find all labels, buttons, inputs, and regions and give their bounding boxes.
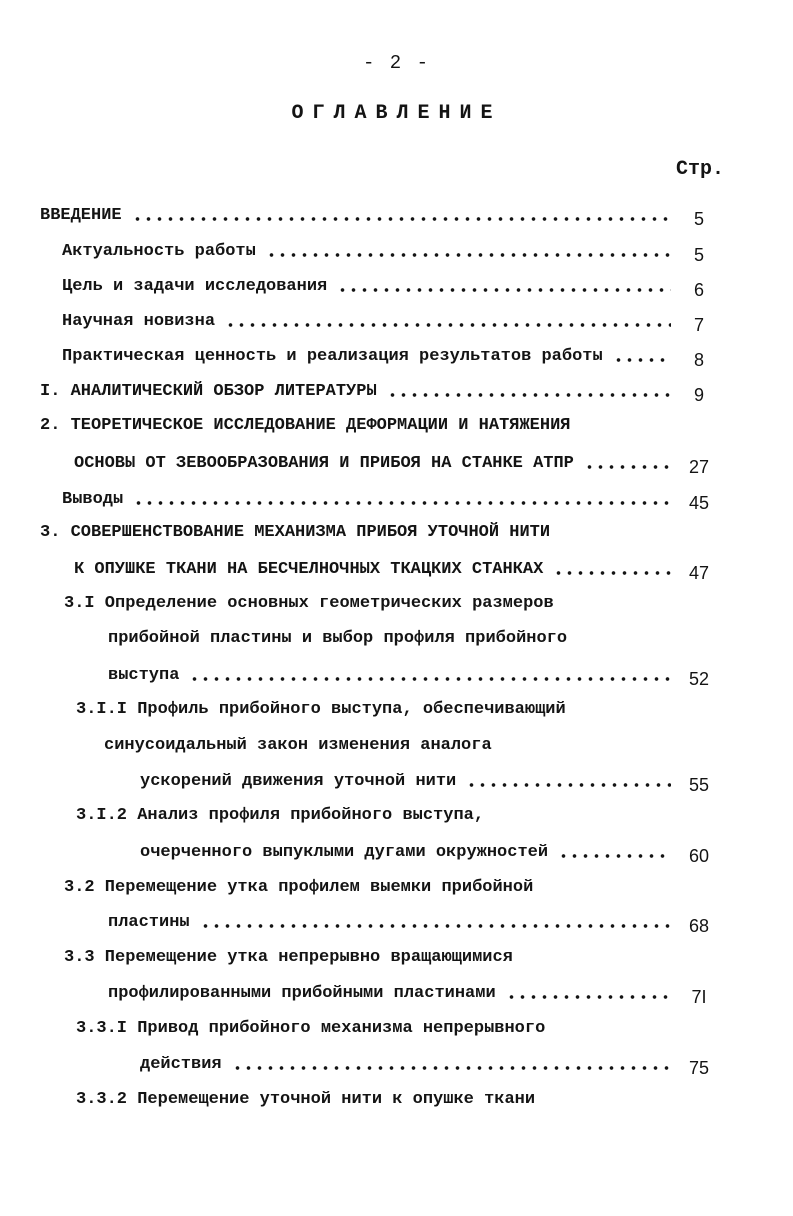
toc-entry-chapter <box>40 517 793 547</box>
toc-entry-label: 3. СОВЕРШЕНСТВОВАНИЕ МЕХАНИЗМА ПРИБОЯ УТОЧНОЙ НИТИ <box>40 522 551 542</box>
toc-entry-label: 2. ТЕОРЕТИЧЕСКОЕ ИССЛЕДОВАНИЕ ДЕФОРМАЦИИ И НАТЯЖЕНИЯ <box>40 415 571 435</box>
toc-title: ОГЛАВЛЕНИЕ <box>291 102 502 125</box>
toc-entry <box>62 341 793 371</box>
toc-entry-label: Актуальность работы <box>62 241 256 261</box>
toc-entry-label: К ОПУШКЕ ТКАНИ НА БЕСЧЕЛНОЧНЫХ ТКАЦКИХ СТАНКАХ <box>74 559 544 579</box>
toc-entry-label: ВВЕДЕНИЕ <box>40 205 122 225</box>
leader-dots <box>232 1065 671 1071</box>
toc-entry-label: Цель и задачи исследования <box>62 276 328 296</box>
toc-entry-page: 68 <box>688 915 710 936</box>
toc-entry-label: прибойной пластины и выбор профиля прибойного <box>108 628 568 648</box>
toc-entry-label: очерченного выпуклыми дугами окружностей <box>140 842 549 862</box>
toc-entry-section-cont <box>108 660 793 690</box>
toc-entry-label: ОСНОВЫ ОТ ЗЕВООБРАЗОВАНИЯ И ПРИБОЯ НА СТАНКЕ АТПР <box>74 453 574 473</box>
toc-entry-page: 45 <box>688 492 710 513</box>
toc-entry-chapter <box>40 410 793 440</box>
toc-entry-label: профилированными прибойными пластинами <box>108 983 496 1003</box>
toc-entry-page: 5 <box>693 244 704 265</box>
toc-entry-subsection <box>76 1084 793 1114</box>
leader-dots <box>584 464 671 470</box>
leader-dots <box>132 216 671 222</box>
toc-entry-label: Выводы <box>62 489 124 509</box>
leader-dots <box>133 500 671 506</box>
toc-entry-subsection <box>76 694 793 724</box>
leader-dots <box>225 322 671 328</box>
toc-entry-subsection-cont <box>140 766 793 796</box>
toc-entry-page: 75 <box>688 1057 710 1078</box>
toc-entry-section <box>64 872 793 902</box>
toc-entry-subsection-cont <box>104 730 793 760</box>
toc-entry-chapter <box>40 376 793 406</box>
toc-entry-page: 9 <box>693 384 704 405</box>
leader-dots <box>506 994 671 1000</box>
toc-entry-label: пластины <box>108 912 190 932</box>
toc-entry-chapter-cont <box>74 448 793 478</box>
toc-entry-label: Практическая ценность и реализация результатов работы <box>62 346 603 366</box>
toc-entry-page: 8 <box>693 349 704 370</box>
toc-entry-label: 3.I.2 Анализ профиля прибойного выступа, <box>76 805 485 825</box>
toc-entry-label: выступа <box>108 665 180 685</box>
page-number: - 2 - <box>362 52 430 74</box>
leader-dots <box>387 392 671 398</box>
toc-entry-section-cont <box>108 623 793 653</box>
toc-entry-label: 3.3.I Привод прибойного механизма непрерывного <box>76 1018 546 1038</box>
toc-entry-page: 5 <box>693 208 704 229</box>
leader-dots <box>553 570 671 576</box>
toc-entry-label: синусоидальный закон изменения аналога <box>104 735 492 755</box>
toc-entry-page: 27 <box>688 456 710 477</box>
leader-dots <box>266 252 671 258</box>
toc-entry-page: 7 <box>693 314 704 335</box>
leader-dots <box>189 676 671 682</box>
toc-entry-label: действия <box>140 1054 222 1074</box>
toc-entry-introduction <box>40 200 793 230</box>
toc-entry-page: 52 <box>688 668 710 689</box>
toc-entry-subsection <box>76 1013 793 1043</box>
toc-entry-page: 6 <box>693 279 704 300</box>
toc-entry-label: Научная новизна <box>62 311 216 331</box>
toc-entry-page: 47 <box>688 562 710 583</box>
toc-entry-label: 3.2 Перемещение утка профилем выемки прибойной <box>64 877 534 897</box>
toc-entry-label: 3.3.2 Перемещение уточной нити к опушке ткани <box>76 1089 536 1109</box>
toc-entry-section <box>64 588 793 618</box>
toc-entry-label: ускорений движения уточной нити <box>140 771 457 791</box>
leader-dots <box>466 782 671 788</box>
toc-entry <box>62 236 793 266</box>
toc-entry-chapter-cont <box>74 554 793 584</box>
toc-entry-page: 7I <box>691 986 707 1007</box>
page-column-label: Стр. <box>676 158 725 181</box>
leader-dots <box>200 923 671 929</box>
leader-dots <box>613 357 671 363</box>
toc-entry-label: 3.3 Перемещение утка непрерывно вращающимися <box>64 947 513 967</box>
toc-entry <box>62 271 793 301</box>
toc-entry-subsection-cont <box>140 1049 793 1079</box>
toc-entry-section <box>64 942 793 972</box>
toc-entry-label: 3.I Определение основных геометрических размеров <box>64 593 554 613</box>
leader-dots <box>558 853 671 859</box>
toc-entry-subsection <box>76 800 793 830</box>
toc-entry-subsection-cont <box>140 837 793 867</box>
toc-entry-label: I. АНАЛИТИЧЕСКИЙ ОБЗОР ЛИТЕРАТУРЫ <box>40 381 377 401</box>
toc-entry-page: 60 <box>688 845 710 866</box>
leader-dots <box>337 287 671 293</box>
toc-entry-section-cont <box>108 978 793 1008</box>
toc-entry-label: 3.I.I Профиль прибойного выступа, обеспечивающий <box>76 699 566 719</box>
toc-entry-page: 55 <box>688 774 710 795</box>
toc-entry <box>62 306 793 336</box>
toc-entry-section-cont <box>108 907 793 937</box>
toc-entry <box>62 484 793 514</box>
